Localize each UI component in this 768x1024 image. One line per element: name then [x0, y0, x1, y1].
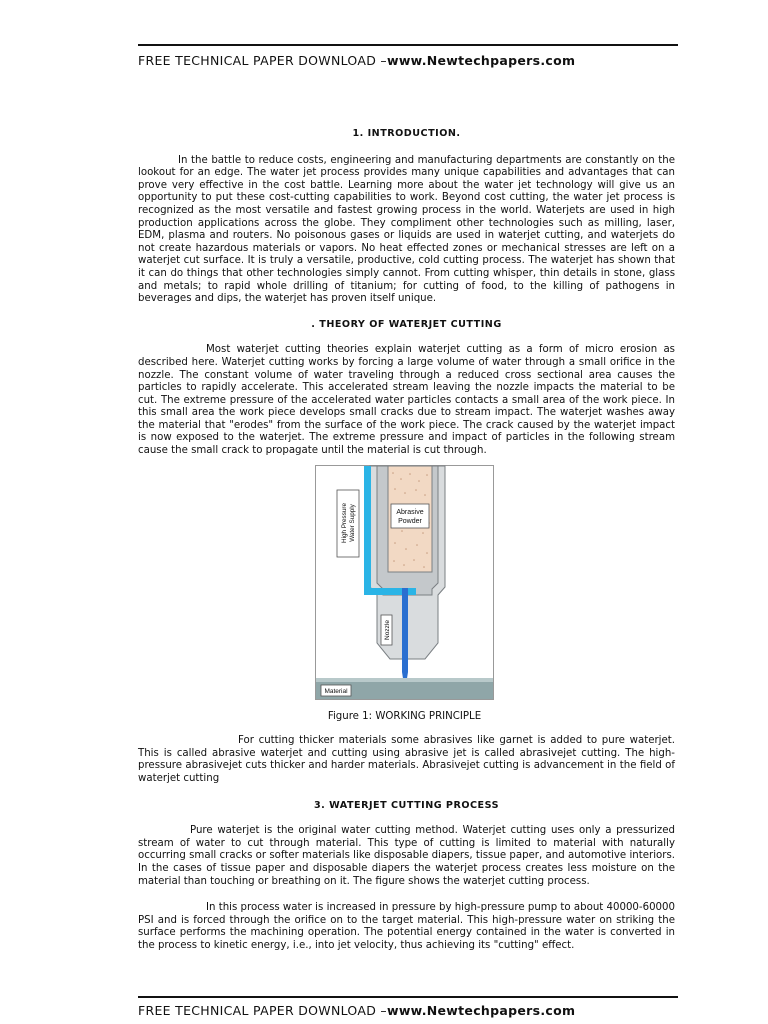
water-supply-label-line1: High Pressure: [341, 502, 348, 543]
header-prefix: FREE TECHNICAL PAPER DOWNLOAD –: [138, 53, 387, 68]
abrasive-label-line2: Powder: [398, 517, 422, 525]
material-surface: [316, 678, 493, 682]
section-heading-process: 3. WATERJET CUTTING PROCESS: [314, 799, 499, 811]
paragraph-theory: Most waterjet cutting theories explain waterjet cutting as a form of micro erosion as described here. Waterjet cutting works by forcing a large volume of water through a small orifice in the nozzle. The constant volume of water traveling through a reduced cross sectional area causes the particles to rapidly accelerate. This accelerated stream leaving the nozzle impacts the material to be cut. The extreme pressure of the accelerated water particles contacts a small area of the work piece. In this small area the work piece develops small cracks due to stream impact. The waterjet washes away the material that "erodes" from the surface of the work piece. The crack caused by the waterjet impact is now exposed to the waterjet. The extreme pressure and impact of particles in the following stream cause the small crack to propagate until the material is cut through.: [138, 344, 675, 457]
page-footer: [138, 996, 678, 1018]
water-supply-pipe: [364, 466, 371, 595]
header-site-link[interactable]: www.Newtechpapers.com: [386, 53, 576, 68]
figure-caption: Figure 1: WORKING PRINCIPLE: [327, 710, 482, 722]
page-header: [138, 44, 678, 68]
section-heading-introduction: 1. INTRODUCTION.: [352, 128, 461, 139]
material-label: Material: [324, 687, 348, 695]
paragraph-introduction: In the battle to reduce costs, engineering and manufacturing departments are constantly on the lookout for an edge. The water jet process provides many unique capabilities and advantages that can prove very effective in the cost battle. Learning more about the water jet technology will give us an opportunity to put these cost-cutting capabilities to work. Beyond cost cutting, the water jet process is recognized as the most versatile and fastest growing process in the world. Waterjets are used in high production applications across the globe. They compliment other technologies such as milling, laser, EDM, plasma and routers. No poisonous gases or liquids are used in waterjet cutting, and waterjets do not create hazardous materials or vapors. No heat effected zones or mechanical stresses are left on a waterjet cut surface. It is truly a versatile, productive, cold cutting process. The waterjet has shown that it can do things that other technologies simply cannot. From cutting whisper, thin details in stone, glass and metals; to rapid whole drilling of titanium; for cutting of food, to the killing of pathogens in beverages and dips, the waterjet has proven itself unique.: [138, 154, 675, 305]
waterjet-diagram: [315, 465, 494, 700]
nozzle-label: Nozzle: [384, 619, 391, 640]
water-jet-stream: [402, 588, 408, 672]
water-feed-pipe: [364, 588, 416, 595]
figure-working-principle: [315, 465, 494, 700]
section-heading-theory: . THEORY OF WATERJET CUTTING: [311, 318, 502, 330]
paragraph-abrasive: For cutting thicker materials some abrasives like garnet is added to pure waterjet. This is called abrasive waterjet and cutting using abrasive jet is called abrasivejet cutting. The high-pressure abrasivejet cuts thicker and harder materials. Abrasivejet cutting is advancement in the field of waterjet cutting: [138, 735, 675, 785]
document-body: [138, 128, 675, 953]
paragraph-pure-waterjet: Pure waterjet is the original water cutting method. Waterjet cutting uses only a pressurized stream of water to cut through material. This type of cutting is limited to material with naturally occurring small cracks or softer materials like disposable diapers, tissue paper, and automotive interiors. In the cases of tissue paper and disposable diapers the waterjet process creates less moisture on the material than touching or breathing on it. The figure shows the waterjet cutting process.: [138, 825, 675, 887]
footer-prefix: FREE TECHNICAL PAPER DOWNLOAD –: [138, 1003, 387, 1018]
footer-site-link[interactable]: www.Newtechpapers.com: [386, 1003, 576, 1018]
paragraph-pressure: In this process water is increased in pressure by high-pressure pump to about 40000-60000 PSI and is forced through the orifice on to the target material. This high-pressure water on striking the surface performs the machining operation. The potential energy contained in the water is converted in the process to kinetic energy, i.e., into jet velocity, thus achieving its "cutting" effect.: [138, 902, 675, 951]
abrasive-label-line1: Abrasive: [396, 508, 424, 516]
water-supply-label-line2: Water Supply: [349, 503, 356, 542]
